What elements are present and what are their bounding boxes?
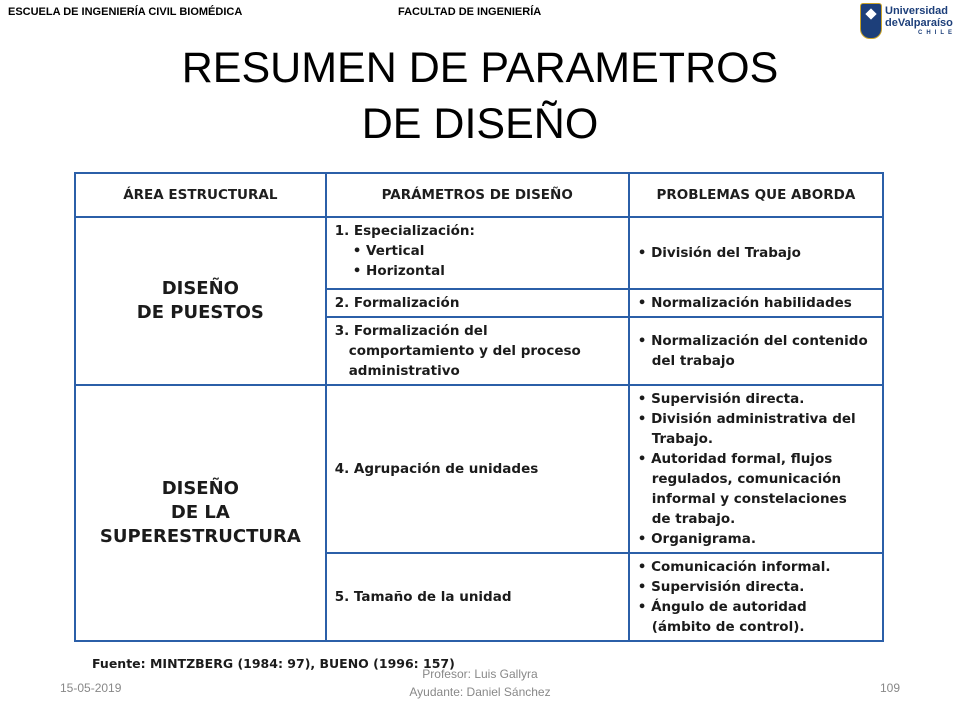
bullet-item: • Horizontal	[352, 263, 445, 279]
table-row	[75, 385, 883, 553]
param-unit-size: 5. Tamaño de la unidad	[326, 553, 629, 641]
page-title	[0, 40, 960, 152]
param-behavior-formalization: 3. Formalización del comportamiento y del proceso administrativo	[326, 317, 629, 385]
header-problems: PROBLEMAS QUE ABORDA	[629, 173, 883, 217]
university-logo	[858, 2, 958, 42]
param-specialization: 1. Especialización: • Vertical • Horizontal	[326, 217, 629, 289]
area-design-superstructure: DISEÑO DE LA SUPERESTRUCTURA	[75, 385, 326, 641]
logo-line1: Universidad	[885, 5, 948, 17]
problem-division: • División del Trabajo	[629, 217, 883, 289]
problem-normalization-skills: • Normalización habilidades	[629, 289, 883, 317]
page-number: 109	[880, 681, 901, 695]
source-citation: Fuente: MINTZBERG (1984: 97), BUENO (1996: 157)	[92, 656, 455, 671]
footer-credits: Profesor: Luis Gallyra Ayudante: Daniel Sánchez	[409, 667, 551, 699]
header-parameters: PARÁMETROS DE DISEÑO	[326, 173, 629, 217]
title-line2: DE DISEÑO	[361, 100, 599, 148]
problems-size: • Comunicación informal. • Supervisión directa. • Ángulo de autoridad (ámbito de control).	[629, 553, 883, 641]
footer-date: 15-05-2019	[60, 681, 122, 695]
param-unit-grouping: 4. Agrupación de unidades	[326, 385, 629, 553]
table-header-row	[75, 173, 883, 217]
logo-line2: deValparaíso	[885, 17, 953, 29]
header-faculty: FACULTAD DE INGENIERÍA	[398, 6, 542, 18]
bullet-item: • Vertical	[352, 243, 425, 259]
problem-normalization-content: • Normalización del contenido del trabajo	[629, 317, 883, 385]
header-school: ESCUELA DE INGENIERÍA CIVIL BIOMÉDICA	[8, 6, 243, 18]
title-line1: RESUMEN DE PARAMETROS	[181, 44, 779, 92]
header-area: ÁREA ESTRUCTURAL	[75, 173, 326, 217]
param-formalization: 2. Formalización	[326, 289, 629, 317]
logo-line3: CHILE	[918, 30, 956, 36]
table-row	[75, 217, 883, 289]
area-design-positions: DISEÑO DE PUESTOS	[75, 217, 326, 385]
crest-icon	[860, 3, 882, 39]
problems-grouping: • Supervisión directa. • División administrativa del Trabajo. • Autoridad formal, flujos regulados, comunicación informal y constelaciones de trabajo. • Organigrama.	[629, 385, 883, 553]
design-parameters-table	[74, 172, 884, 642]
